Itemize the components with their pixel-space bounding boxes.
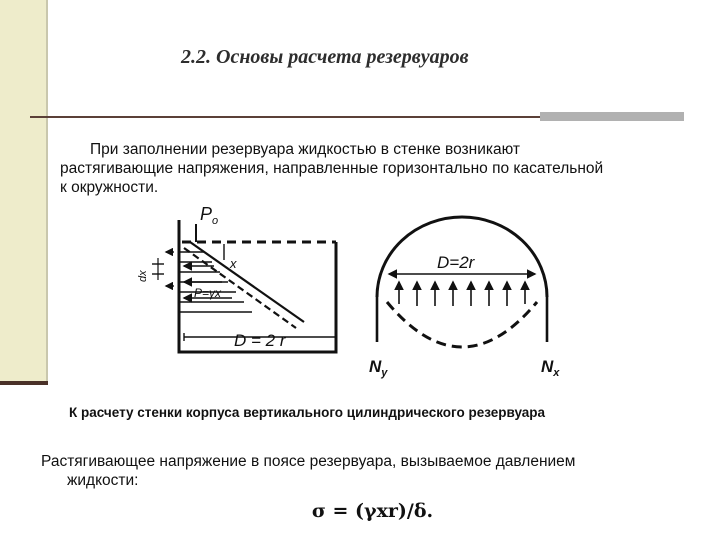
tank-wall-diagram	[104, 202, 618, 384]
label-p0: $P_o$	[200, 204, 219, 227]
left-decor-band	[0, 0, 46, 384]
figure-caption: К расчету стенки корпуса вертикального цилиндрического резервуара	[69, 405, 546, 420]
stress-line-2: жидкости:	[67, 472, 139, 489]
title-divider-line	[30, 116, 540, 118]
intro-line-3: к окружности.	[60, 179, 159, 196]
label-dx: dx	[137, 270, 149, 282]
title-divider-accent	[540, 112, 684, 121]
intro-line-1: При заполнении резервуара жидкостью в стенке возникают	[90, 141, 520, 158]
left-band-edge-line	[46, 0, 48, 384]
label-nx: $N_x$	[541, 357, 560, 379]
slide-title: 2.2. Основы расчета резервуаров	[181, 46, 469, 68]
ring-section-drawing	[377, 217, 547, 347]
label-diameter-right: D=2r	[437, 253, 475, 272]
label-diameter-left: D = 2 r	[234, 331, 286, 350]
label-x: x	[230, 256, 237, 271]
stress-paragraph	[41, 452, 701, 490]
stress-formula: σ = (γxr)/δ.	[279, 486, 466, 536]
label-pressure: P=γx	[194, 286, 222, 300]
stress-line-1: Растягивающее напряжение в поясе резервуара, вызываемое давлением	[41, 453, 576, 470]
label-ny: $N_y$	[369, 357, 388, 379]
intro-line-2: растягивающие напряжения, направленные горизонтально по касательной	[60, 160, 604, 177]
intro-paragraph	[60, 140, 700, 197]
left-band-foot-bar	[0, 381, 48, 385]
